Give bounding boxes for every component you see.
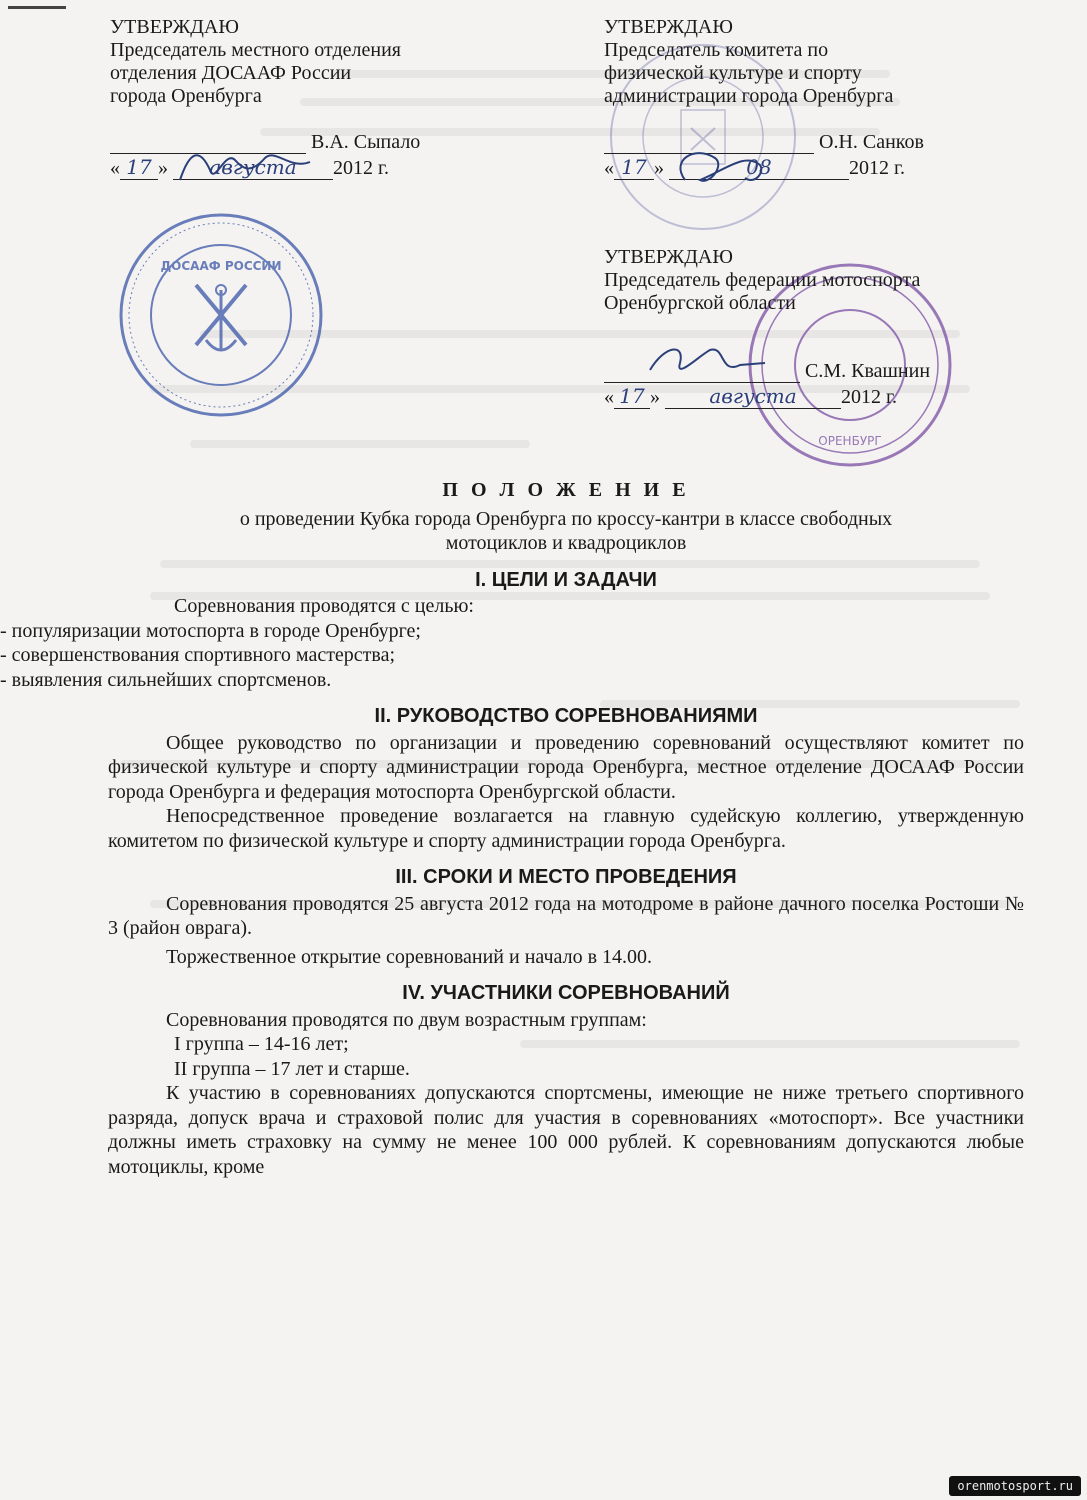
paragraph: Соревнования проводятся с целью:: [174, 595, 474, 617]
approval-date: « 17 » августа 2012 г.: [110, 155, 389, 179]
section-heading: IV. УЧАСТНИКИ СОРЕВНОВАНИЙ: [402, 982, 730, 1004]
date-year: 2012 г.: [333, 157, 389, 179]
approval-title-line: Председатель комитета по: [604, 39, 829, 61]
stamp-right-text: ОРЕНБУРГ: [818, 434, 882, 448]
approval-title-line: физической культуре и спорту: [604, 62, 862, 84]
approval-title-line: Председатель местного отделения: [110, 39, 402, 61]
approval-heading: УТВЕРЖДАЮ: [604, 16, 733, 38]
approval-date: « 17 » августа 2012 г.: [604, 384, 897, 408]
section-heading: III. СРОКИ И МЕСТО ПРОВЕДЕНИЯ: [395, 866, 737, 888]
list-item: - популяризации мотоспорта в городе Оренбурге;: [0, 619, 421, 642]
list-item: I группа – 14-16 лет;: [174, 1033, 349, 1055]
document-body: [0, 478, 1024, 1179]
scan-mark: [8, 6, 66, 9]
list-item: - совершенствования спортивного мастерства;: [0, 644, 396, 666]
approval-title-line: Оренбургской области: [604, 292, 796, 314]
approval-date: « 17 » 08 2012 г.: [604, 155, 905, 179]
bleed-through: [190, 440, 530, 448]
date-year: 2012 г.: [841, 386, 897, 408]
document-title: П О Л О Ж Е Н И Е: [442, 479, 690, 501]
approval-heading: УТВЕРЖДАЮ: [110, 16, 239, 38]
approval-heading: УТВЕРЖДАЮ: [604, 246, 733, 268]
paragraph: Общее руководство по организации и проведению соревнований осуществляют комитет по физической культуре и спорту администрации города Оренбурга, местное отделение ДОСААФ России города Оренбурга и федерация мотоспорта Оренбургской области.: [108, 731, 1024, 803]
paragraph: Соревнования проводятся 25 августа 2012 года на мотодроме в районе дачного поселка Ростоши № 3 (район оврага).: [108, 892, 1024, 939]
signature-sypalo: [170, 140, 320, 190]
signer-name: В.А. Сыпало: [311, 131, 421, 153]
signature-kvashnin: [640, 335, 770, 385]
site-watermark: orenmotosport.ru: [949, 1476, 1081, 1496]
signer-name: С.М. Квашнин: [805, 360, 931, 382]
signature-sankov: [665, 140, 775, 195]
signer-name: О.Н. Санков: [819, 131, 924, 153]
paragraph: К участию в соревнованиях допускаются спортсмены, имеющие не ниже третьего спортивного разряда, допуск врача и страховой полис для участия в соревнованиях «мотоспорт». Все участники должны иметь страховку на сумму не менее 100 000 рублей. К соревнованиям допускаются любые мотоциклы, кроме: [108, 1082, 1024, 1178]
date-month: августа: [173, 156, 333, 180]
stamp-left-text: ДОСААФ РОССИИ: [160, 259, 282, 273]
document-subtitle: о проведении Кубка города Оренбурга по кроссу-кантри в классе свободных: [239, 507, 893, 530]
date-day: 17: [614, 156, 654, 180]
approval-title-line: отделения ДОСААФ России: [110, 62, 352, 84]
paragraph: Непосредственное проведение возлагается на главную судейскую коллегию, утвержденную комитетом по физической культуре и спорту администрации города Оренбурга.: [108, 805, 1024, 852]
paragraph: Соревнования проводятся по двум возрастным группам:: [166, 1008, 647, 1031]
approval-title-line: города Оренбурга: [110, 85, 262, 107]
date-day: 17: [120, 156, 158, 180]
document-subtitle: мотоциклов и квадроциклов: [445, 532, 687, 554]
date-month: августа: [665, 385, 841, 409]
date-year: 2012 г.: [849, 157, 905, 179]
date-month: 08: [669, 156, 849, 180]
list-item: - выявления сильнейших спортсменов.: [0, 668, 332, 691]
list-item: II группа – 17 лет и старше.: [174, 1057, 410, 1080]
left-round-stamp: [116, 210, 326, 420]
section-heading: I. ЦЕЛИ И ЗАДАЧИ: [475, 568, 657, 591]
paragraph: Торжественное открытие соревнований и начало в 14.00.: [166, 945, 653, 968]
section-heading: II. РУКОВОДСТВО СОРЕВНОВАНИЯМИ: [374, 705, 758, 727]
approval-title-line: администрации города Оренбурга: [604, 85, 894, 107]
approval-title-line: Председатель федерации мотоспорта: [604, 269, 921, 291]
date-day: 17: [614, 385, 650, 409]
